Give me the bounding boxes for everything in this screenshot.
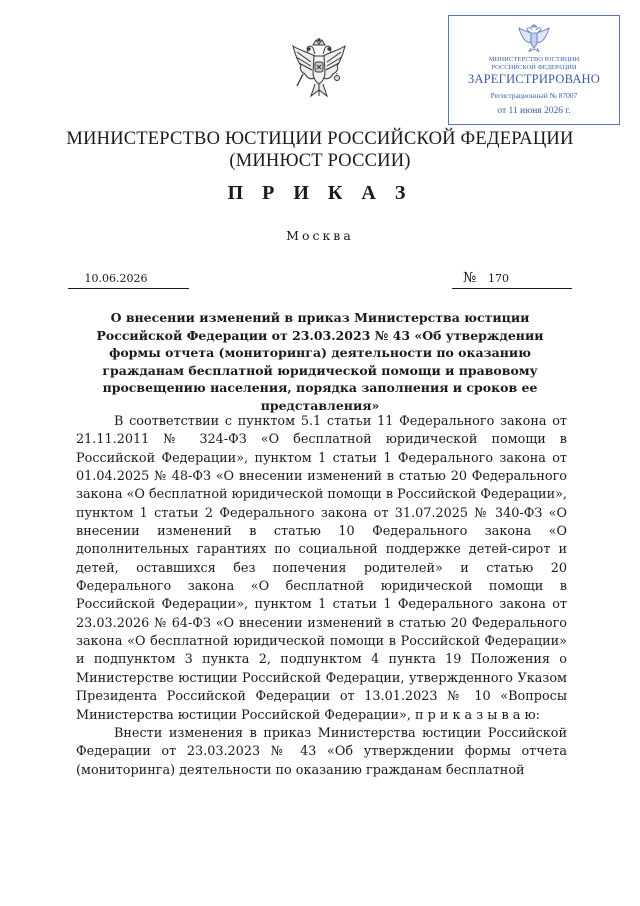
document-type-title: П Р И К А З <box>227 182 413 204</box>
ministry-name <box>0 128 640 172</box>
order-number-sign: № <box>463 270 477 286</box>
ministry-name-line1: МИНИСТЕРСТВО ЮСТИЦИИ РОССИЙСКОЙ ФЕДЕРАЦИИ <box>66 129 574 149</box>
stamp-registration-number: Регистрационный № 87007 <box>490 91 578 100</box>
body-paragraph-1: В соответствии с пунктом 5.1 статьи 11 Федерального закона от 21.11.2011 № 324-ФЗ «О бесплатной юридической помощи в Российской Федерации», пунктом 1 статьи 1 Федерального закона от 01.04.2025 № 48-ФЗ «О внесении изменений в статью 20 Федерального закона «О бесплатной юридической помощи в Российской Федерации», пунктом 1 статьи 2 Федерального закона от 31.07.2025 № 340-ФЗ «О внесении изменений в статью 10 Федерального закона «О дополнительных гарантиях по социальной поддержке детей-сирот и детей, оставшихся без попечения родителей» и статью 20 Федерального закона «О бесплатной юридической помощи в Российской Федерации», пунктом 1 статьи 1 Федерального закона от 23.03.2026 № 64-ФЗ «О внесении изменений в статью 20 Федерального закона «О бесплатной юридической помощи в Российской Федерации» и подпунктом 3 пункта 2, подпунктом 4 пункта 19 Положения о Министерстве юстиции Российской Федерации, утвержденного Указом Президента Российской Федерации от 13.01.2023 № 10 «Вопросы Министерства юстиции Российской Федерации», п р и к а з ы в а ю: <box>76 414 567 723</box>
date-underline <box>68 288 189 289</box>
body-paragraph-2: Внести изменения в приказ Министерства юстиции Российской Федерации от 23.03.2023 № 43 «Об утверждении формы отчета (мониторинга) деятельности по оказанию гражданам бесплатной <box>76 725 567 778</box>
order-heading: О внесении изменений в приказ Министерства юстиции Российской Федерации от 23.03.2023 № 43 «Об утверждении формы отчета (мониторинга) деятельности по оказанию гражданам бесплатной юридической помощи и правовому просвещению населения, порядка заполнения и сроков ее представления» <box>96 310 544 413</box>
order-date: 10.06.2026 <box>84 272 148 285</box>
number-underline <box>452 288 572 289</box>
order-body <box>76 413 567 780</box>
coat-of-arms-emblem <box>289 38 349 102</box>
stamp-emblem-icon <box>517 24 551 52</box>
stamp-org-line1: МИНИСТЕРСТВО ЮСТИЦИИ <box>488 56 580 63</box>
stamp-date: от 11 июня 2026 г. <box>497 106 571 116</box>
stamp-status: ЗАРЕГИСТРИРОВАНО <box>467 72 601 86</box>
ministry-name-line2: (МИНЮСТ РОССИИ) <box>229 151 411 171</box>
stamp-org-line2: РОССИЙСКОЙ ФЕДЕРАЦИИ <box>491 64 577 71</box>
registration-stamp <box>448 15 620 125</box>
city-name: Москва <box>286 228 354 243</box>
order-number: 170 <box>488 272 509 285</box>
